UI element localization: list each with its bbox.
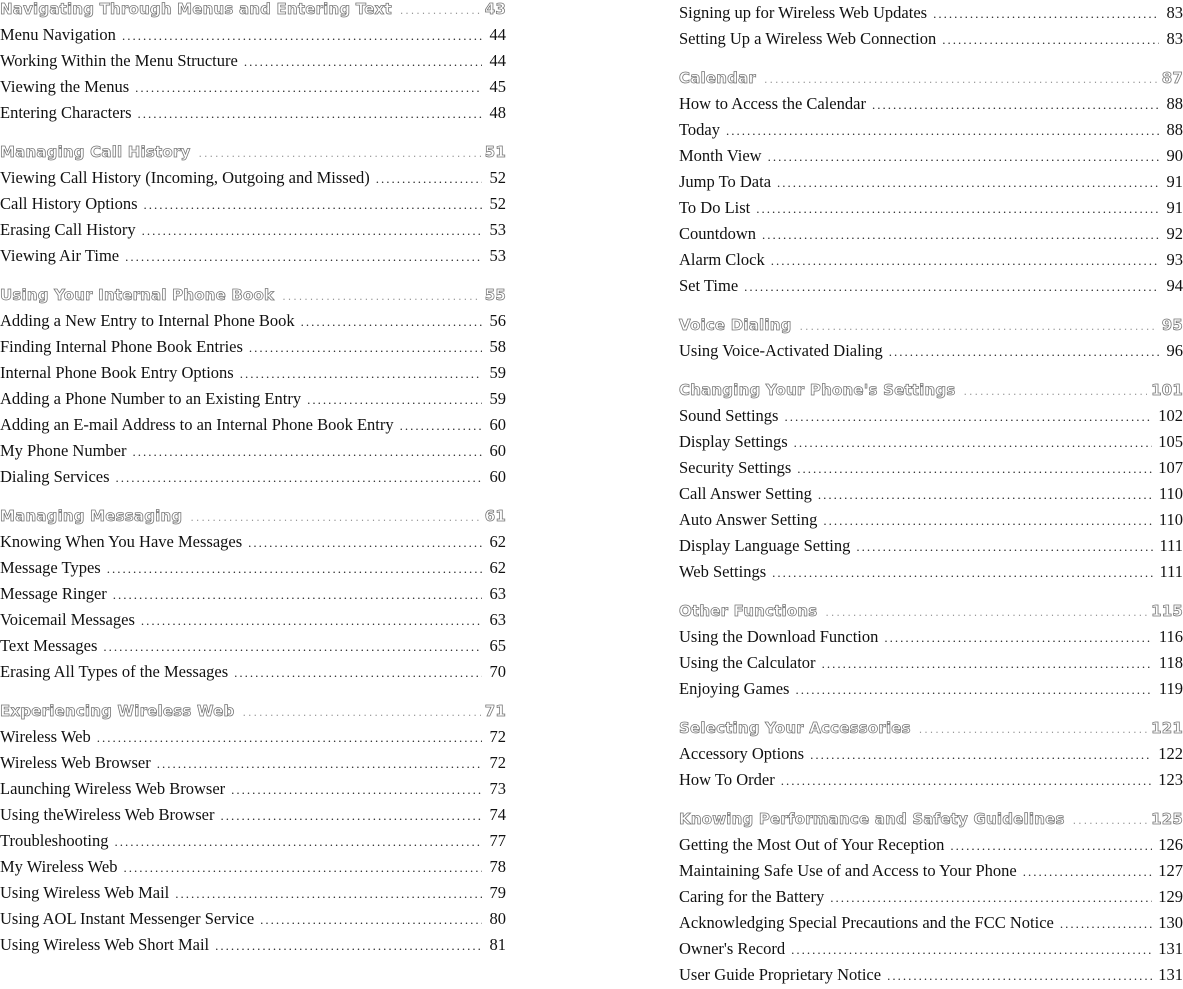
toc-entry-to-do-list [679, 195, 1183, 221]
entry-title: Signing up for Wireless Web Updates [679, 3, 928, 22]
dot-leader [307, 387, 482, 413]
page-number: 51 [484, 143, 506, 161]
toc-entry-text-messages [0, 633, 506, 659]
page-number: 83 [1166, 3, 1183, 22]
dot-leader [122, 23, 482, 49]
entry-title: Acknowledging Special Precautions and the FCC Notice [679, 913, 1054, 932]
toc-entry-wireless-web-browser [0, 750, 506, 776]
dot-leader [240, 361, 482, 387]
entry-title: Knowing When You Have Messages [0, 532, 243, 551]
dot-leader [282, 284, 481, 310]
entry-title: Text Messages [0, 636, 98, 655]
page-number: 129 [1158, 887, 1183, 906]
dot-leader [794, 430, 1153, 456]
dot-leader [137, 101, 482, 127]
section-title: Voice Dialing [679, 316, 792, 334]
page-number: 59 [489, 363, 506, 382]
entry-title: Today [679, 120, 721, 139]
entry-title: Accessory Options [679, 744, 805, 763]
dot-leader [887, 963, 1152, 989]
dot-leader [107, 556, 482, 582]
toc-entry-display-settings [679, 429, 1183, 455]
toc-entry-using-thewireless-web-browser [0, 802, 506, 828]
entry-title: Adding an E-mail Address to an Internal Phone Book Entry [0, 415, 394, 434]
page-number: 62 [489, 558, 506, 577]
toc-entry-launching-wireless-web-browser [0, 776, 506, 802]
toc-entry-signing-up-for-wireless-web-updates [679, 0, 1183, 26]
page-number: 119 [1158, 679, 1183, 698]
page-number: 44 [489, 51, 506, 70]
toc-entry-working-within-the-menu-structure [0, 48, 506, 74]
toc-entry-jump-to-data [679, 169, 1183, 195]
dot-leader [113, 582, 482, 608]
entry-title: Getting the Most Out of Your Reception [679, 835, 945, 854]
entry-title: Adding a Phone Number to an Existing Entry [0, 389, 302, 408]
section-title: Managing Messaging [0, 507, 183, 525]
toc-entry-menu-navigation [0, 22, 506, 48]
dot-leader [157, 751, 482, 777]
dot-leader [744, 274, 1159, 300]
toc-left-column [0, 0, 506, 958]
page-number: 74 [489, 805, 506, 824]
page-number: 63 [489, 610, 506, 629]
dot-leader [244, 49, 482, 75]
dot-leader [1023, 859, 1152, 885]
page-number: 56 [489, 311, 506, 330]
entry-title: Auto Answer Setting [679, 510, 818, 529]
page-number: 45 [489, 77, 506, 96]
dot-leader [830, 885, 1152, 911]
toc-entry-caring-for-the-battery [679, 884, 1183, 910]
dot-leader [135, 75, 482, 101]
entry-title: Using Wireless Web Short Mail [0, 935, 210, 954]
page-number: 121 [1151, 719, 1183, 737]
dot-leader [231, 777, 482, 803]
dot-leader [950, 833, 1152, 859]
toc-entry-my-wireless-web [0, 854, 506, 880]
page-number: 79 [489, 883, 506, 902]
entry-title: Jump To Data [679, 172, 772, 191]
toc-section-voice-dialing [679, 312, 1183, 338]
toc-entry-owner-s-record [679, 936, 1183, 962]
dot-leader [784, 404, 1152, 430]
dot-leader [772, 560, 1153, 586]
entry-title: Call History Options [0, 194, 138, 213]
entry-title: Set Time [679, 276, 739, 295]
dot-leader [764, 67, 1158, 93]
dot-leader [142, 218, 482, 244]
toc-entry-alarm-clock [679, 247, 1183, 273]
page-number: 60 [489, 467, 506, 486]
page-number: 118 [1158, 653, 1183, 672]
toc-section-knowing-performance-and-safety-guidelines [679, 806, 1183, 832]
page-number: 115 [1151, 602, 1183, 620]
dot-leader [756, 196, 1159, 222]
dot-leader [797, 456, 1152, 482]
dot-leader [141, 608, 482, 634]
toc-entry-my-phone-number [0, 438, 506, 464]
toc-entry-finding-internal-phone-book-entries [0, 334, 506, 360]
page-number: 96 [1166, 341, 1183, 360]
toc-entry-troubleshooting [0, 828, 506, 854]
page-number: 73 [489, 779, 506, 798]
toc-section-managing-call-history [0, 139, 506, 165]
toc-entry-accessory-options [679, 741, 1183, 767]
entry-title: How To Order [679, 770, 775, 789]
page-number: 107 [1158, 458, 1183, 477]
toc-entry-using-the-download-function [679, 624, 1183, 650]
dot-leader [942, 27, 1159, 53]
page-number: 130 [1158, 913, 1183, 932]
page-number: 102 [1158, 406, 1183, 425]
page-number: 111 [1159, 562, 1183, 581]
page-number: 131 [1158, 939, 1183, 958]
page-number: 92 [1166, 224, 1183, 243]
page-number: 78 [489, 857, 506, 876]
entry-title: Security Settings [679, 458, 792, 477]
dot-leader [260, 907, 482, 933]
toc-entry-security-settings [679, 455, 1183, 481]
entry-title: My Phone Number [0, 441, 127, 460]
page-number: 125 [1151, 810, 1183, 828]
toc-entry-adding-a-new-entry-to-internal-phone-book [0, 308, 506, 334]
dot-leader [242, 700, 480, 726]
dot-leader [175, 881, 482, 907]
dot-leader [220, 803, 482, 829]
toc-entry-erasing-call-history [0, 217, 506, 243]
toc-entry-user-guide-proprietary-notice [679, 962, 1183, 988]
dot-leader [768, 144, 1159, 170]
page-number: 105 [1158, 432, 1183, 451]
dot-leader [771, 248, 1159, 274]
page-number: 43 [484, 0, 506, 18]
entry-title: My Wireless Web [0, 857, 118, 876]
dot-leader [198, 141, 480, 167]
toc-entry-auto-answer-setting [679, 507, 1183, 533]
toc-entry-dialing-services [0, 464, 506, 490]
toc-entry-erasing-all-types-of-the-messages [0, 659, 506, 685]
page-number: 83 [1166, 29, 1183, 48]
page-number: 101 [1151, 381, 1183, 399]
page-number: 53 [489, 246, 506, 265]
entry-title: Erasing All Types of the Messages [0, 662, 229, 681]
dot-leader [777, 170, 1159, 196]
toc-entry-using-aol-instant-messenger-service [0, 906, 506, 932]
section-title: Calendar [679, 69, 756, 87]
dot-leader [889, 339, 1159, 365]
entry-title: Viewing the Menus [0, 77, 130, 96]
toc-section-other-functions [679, 598, 1183, 624]
entry-title: Viewing Air Time [0, 246, 120, 265]
toc-entry-entering-characters [0, 100, 506, 126]
dot-leader [919, 717, 1147, 743]
dot-leader [856, 534, 1153, 560]
entry-title: Wireless Web [0, 727, 91, 746]
entry-title: Dialing Services [0, 467, 110, 486]
dot-leader [933, 1, 1159, 27]
entry-title: Menu Navigation [0, 25, 116, 44]
entry-title: User Guide Proprietary Notice [679, 965, 882, 984]
entry-title: Launching Wireless Web Browser [0, 779, 226, 798]
entry-title: Voicemail Messages [0, 610, 135, 629]
toc-entry-web-settings [679, 559, 1183, 585]
entry-title: To Do List [679, 198, 751, 217]
entry-title: Using the Calculator [679, 653, 816, 672]
page-number: 126 [1158, 835, 1183, 854]
page-number: 77 [489, 831, 506, 850]
section-title: Navigating Through Menus and Entering Text [0, 0, 392, 18]
toc-entry-message-ringer [0, 581, 506, 607]
toc-entry-display-language-setting [679, 533, 1183, 559]
entry-title: Working Within the Menu Structure [0, 51, 238, 70]
page-number: 111 [1159, 536, 1183, 555]
entry-title: Using the Download Function [679, 627, 879, 646]
dot-leader [872, 92, 1159, 118]
toc-entry-enjoying-games [679, 676, 1183, 702]
dot-leader [823, 508, 1152, 534]
section-title: Selecting Your Accessories [679, 719, 911, 737]
page-number: 71 [484, 702, 506, 720]
page-number: 91 [1166, 198, 1183, 217]
toc-entry-setting-up-a-wireless-web-connection [679, 26, 1183, 52]
entry-title: Web Settings [679, 562, 767, 581]
toc-section-using-your-internal-phone-book [0, 282, 506, 308]
toc-entry-wireless-web [0, 724, 506, 750]
toc-entry-maintaining-safe-use-of-and-access-to-your-phone [679, 858, 1183, 884]
dot-leader [301, 309, 482, 335]
page-number: 127 [1158, 861, 1183, 880]
page-number: 60 [489, 415, 506, 434]
page-number: 91 [1166, 172, 1183, 191]
dot-leader [144, 192, 482, 218]
toc-entry-using-the-calculator [679, 650, 1183, 676]
page-number: 116 [1158, 627, 1183, 646]
dot-leader [123, 855, 482, 881]
toc-entry-call-history-options [0, 191, 506, 217]
page-number: 123 [1158, 770, 1183, 789]
toc-entry-using-wireless-web-short-mail [0, 932, 506, 958]
page-number: 63 [489, 584, 506, 603]
section-title: Other Functions [679, 602, 818, 620]
page-number: 95 [1161, 316, 1183, 334]
entry-title: Using Voice-Activated Dialing [679, 341, 883, 360]
dot-leader [781, 768, 1153, 794]
entry-title: Call Answer Setting [679, 484, 812, 503]
dot-leader [1060, 911, 1152, 937]
toc-entry-call-answer-setting [679, 481, 1183, 507]
section-title: Using Your Internal Phone Book [0, 286, 275, 304]
toc-entry-countdown [679, 221, 1183, 247]
page-number: 131 [1158, 965, 1183, 984]
dot-leader [762, 222, 1159, 248]
toc-section-experiencing-wireless-web [0, 698, 506, 724]
page-number: 70 [489, 662, 506, 681]
page-number: 65 [489, 636, 506, 655]
page-number: 58 [489, 337, 506, 356]
entry-title: Enjoying Games [679, 679, 790, 698]
entry-title: Erasing Call History [0, 220, 136, 239]
toc-entry-today [679, 117, 1183, 143]
section-title: Managing Call History [0, 143, 191, 161]
toc-entry-internal-phone-book-entry-options [0, 360, 506, 386]
dot-leader [190, 505, 480, 531]
toc-entry-adding-a-phone-number-to-an-existing-entry [0, 386, 506, 412]
entry-title: Month View [679, 146, 762, 165]
toc-entry-acknowledging-special-precautions-and-the-fcc-notice [679, 910, 1183, 936]
toc-entry-using-wireless-web-mail [0, 880, 506, 906]
entry-title: Viewing Call History (Incoming, Outgoing and Missed) [0, 168, 370, 187]
page-number: 44 [489, 25, 506, 44]
entry-title: Setting Up a Wireless Web Connection [679, 29, 937, 48]
toc-section-managing-messaging [0, 503, 506, 529]
section-title: Changing Your Phone's Settings [679, 381, 956, 399]
toc-entry-month-view [679, 143, 1183, 169]
dot-leader [376, 166, 482, 192]
entry-title: Countdown [679, 224, 757, 243]
dot-leader [884, 625, 1152, 651]
dot-leader [726, 118, 1159, 144]
page-number: 80 [489, 909, 506, 928]
page-number: 87 [1161, 69, 1183, 87]
page-number: 61 [484, 507, 506, 525]
section-title: Experiencing Wireless Web [0, 702, 235, 720]
toc-right-column [679, 0, 1183, 988]
page-number: 48 [489, 103, 506, 122]
dot-leader [234, 660, 482, 686]
page-number: 53 [489, 220, 506, 239]
toc-entry-viewing-the-menus [0, 74, 506, 100]
toc-entry-using-voice-activated-dialing [679, 338, 1183, 364]
dot-leader [103, 634, 482, 660]
entry-title: Adding a New Entry to Internal Phone Book [0, 311, 295, 330]
page-number: 52 [489, 168, 506, 187]
dot-leader [1073, 808, 1147, 834]
page-number: 88 [1166, 120, 1183, 139]
page-number: 110 [1158, 484, 1183, 503]
page-number: 90 [1166, 146, 1183, 165]
entry-title: Using Wireless Web Mail [0, 883, 170, 902]
toc-section-selecting-your-accessories [679, 715, 1183, 741]
page-number: 88 [1166, 94, 1183, 113]
toc-entry-adding-an-e-mail-address-to-an-internal-phone-book-entry [0, 412, 506, 438]
entry-title: Finding Internal Phone Book Entries [0, 337, 243, 356]
dot-leader [215, 933, 482, 959]
dot-leader [115, 829, 483, 855]
toc-entry-viewing-call-history-incoming-outgoing-and-missed [0, 165, 506, 191]
dot-leader [248, 530, 482, 556]
page-number: 72 [489, 753, 506, 772]
page-number: 72 [489, 727, 506, 746]
toc-entry-set-time [679, 273, 1183, 299]
section-title: Knowing Performance and Safety Guidelines [679, 810, 1065, 828]
page-number: 110 [1158, 510, 1183, 529]
page-number: 122 [1158, 744, 1183, 763]
toc-entry-viewing-air-time [0, 243, 506, 269]
dot-leader [810, 742, 1152, 768]
entry-title: How to Access the Calendar [679, 94, 866, 113]
entry-title: Troubleshooting [0, 831, 109, 850]
page-number: 55 [484, 286, 506, 304]
dot-leader [822, 651, 1153, 677]
toc-entry-getting-the-most-out-of-your-reception [679, 832, 1183, 858]
entry-title: Caring for the Battery [679, 887, 825, 906]
toc-section-calendar [679, 65, 1183, 91]
dot-leader [116, 465, 482, 491]
page-number: 81 [489, 935, 506, 954]
entry-title: Entering Characters [0, 103, 132, 122]
toc-section-changing-your-phone-s-settings [679, 377, 1183, 403]
dot-leader [249, 335, 482, 361]
dot-leader [800, 314, 1158, 340]
entry-title: Owner's Record [679, 939, 786, 958]
page-number: 62 [489, 532, 506, 551]
dot-leader [133, 439, 483, 465]
dot-leader [400, 413, 482, 439]
entry-title: Alarm Clock [679, 250, 765, 269]
entry-title: Maintaining Safe Use of and Access to Your Phone [679, 861, 1017, 880]
dot-leader [97, 725, 482, 751]
entry-title: Wireless Web Browser [0, 753, 151, 772]
page-number: 59 [489, 389, 506, 408]
page-number: 52 [489, 194, 506, 213]
toc-entry-knowing-when-you-have-messages [0, 529, 506, 555]
entry-title: Sound Settings [679, 406, 779, 425]
page-number: 60 [489, 441, 506, 460]
dot-leader [400, 0, 481, 24]
entry-title: Message Types [0, 558, 101, 577]
entry-title: Display Settings [679, 432, 788, 451]
dot-leader [795, 677, 1152, 703]
entry-title: Using theWireless Web Browser [0, 805, 215, 824]
entry-title: Using AOL Instant Messenger Service [0, 909, 255, 928]
page-number: 93 [1166, 250, 1183, 269]
toc-entry-how-to-access-the-calendar [679, 91, 1183, 117]
toc-entry-message-types [0, 555, 506, 581]
dot-leader [825, 600, 1147, 626]
toc-entry-sound-settings [679, 403, 1183, 429]
dot-leader [791, 937, 1152, 963]
page-number: 94 [1166, 276, 1183, 295]
toc-section-navigating-through-menus-and-entering-text [0, 0, 506, 22]
toc-entry-how-to-order [679, 767, 1183, 793]
entry-title: Display Language Setting [679, 536, 851, 555]
entry-title: Message Ringer [0, 584, 107, 603]
dot-leader [125, 244, 482, 270]
dot-leader [963, 379, 1147, 405]
entry-title: Internal Phone Book Entry Options [0, 363, 234, 382]
dot-leader [818, 482, 1153, 508]
toc-entry-voicemail-messages [0, 607, 506, 633]
